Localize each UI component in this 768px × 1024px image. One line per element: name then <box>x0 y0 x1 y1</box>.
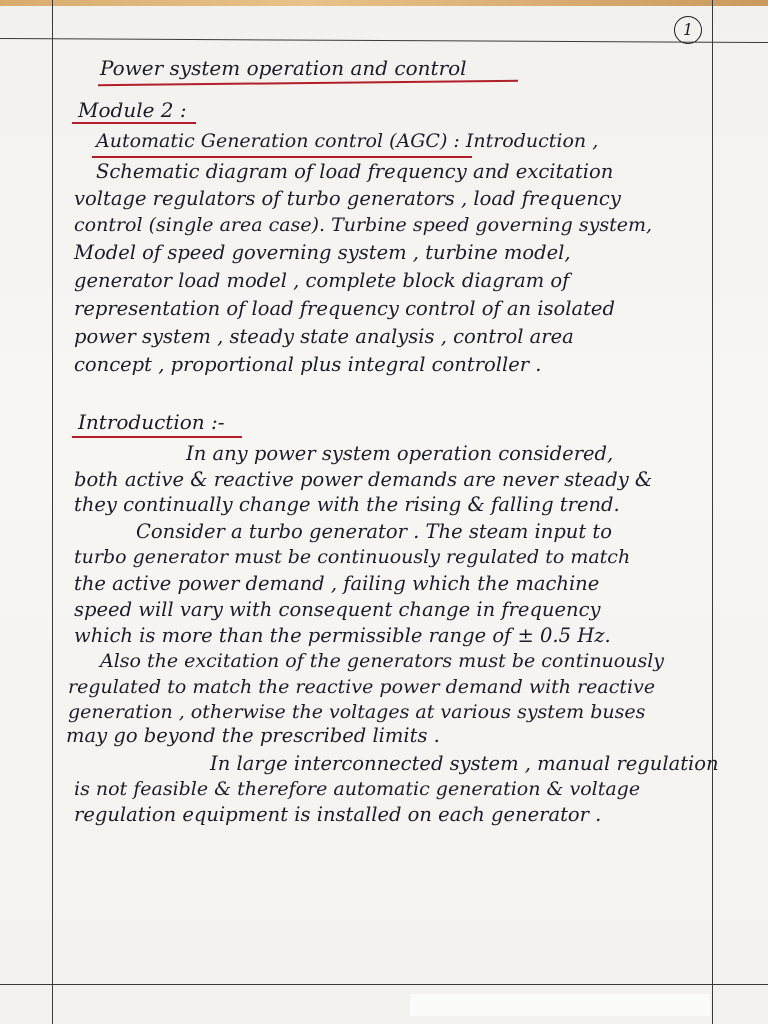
agc-heading: Automatic Generation control (AGC) : Introduction , <box>96 130 599 152</box>
syllabus-line: Model of speed governing system , turbine model, <box>74 241 571 264</box>
syllabus-line: power system , steady state analysis , control area <box>74 325 574 348</box>
syllabus-line: generator load model , complete block diagram of <box>74 269 570 292</box>
body-line: Consider a turbo generator . The steam input to <box>136 520 612 543</box>
agc-underline <box>92 156 472 158</box>
body-line: they continually change with the rising & falling trend. <box>74 493 620 516</box>
syllabus-line: voltage regulators of turbo generators , load frequency <box>74 187 621 210</box>
notebook-binding-edge <box>0 0 768 6</box>
body-line: In large interconnected system , manual regulation <box>210 752 719 775</box>
body-line: is not feasible & therefore automatic generation & voltage <box>74 778 641 800</box>
syllabus-line: representation of load frequency control of an isolated <box>74 297 615 320</box>
body-line: generation , otherwise the voltages at various system buses <box>68 701 646 723</box>
syllabus-line: Schematic diagram of load frequency and excitation <box>96 160 614 183</box>
page-number: 1 <box>674 16 702 44</box>
body-line: both active & reactive power demands are never steady & <box>74 468 653 491</box>
right-margin-line <box>712 0 713 1024</box>
body-line: the active power demand , failing which the machine <box>74 572 600 595</box>
syllabus-line: concept , proportional plus integral controller . <box>74 353 542 376</box>
title-underline <box>98 80 518 86</box>
module-heading: Module 2 : <box>78 98 187 122</box>
body-line: Also the excitation of the generators must be continuously <box>100 650 665 672</box>
left-margin-line <box>52 0 53 1024</box>
syllabus-line: control (single area case). Turbine speed governing system, <box>74 214 653 236</box>
introduction-heading: Introduction :- <box>78 410 225 434</box>
bottom-margin-line <box>0 984 768 985</box>
introduction-underline <box>72 436 242 438</box>
paper-smudge <box>410 994 710 1016</box>
module-underline <box>72 122 196 124</box>
body-line: may go beyond the prescribed limits . <box>66 724 440 747</box>
body-line: regulated to match the reactive power demand with reactive <box>68 676 656 698</box>
body-line: speed will vary with consequent change in frequency <box>74 598 601 621</box>
body-line: regulation equipment is installed on each generator . <box>74 803 602 826</box>
top-margin-line <box>0 38 768 43</box>
body-line: In any power system operation considered, <box>186 442 614 465</box>
body-line: which is more than the permissible range of ± 0.5 Hz. <box>74 624 611 647</box>
body-line: turbo generator must be continuously regulated to match <box>74 546 631 568</box>
page-title: Power system operation and control <box>100 56 467 80</box>
